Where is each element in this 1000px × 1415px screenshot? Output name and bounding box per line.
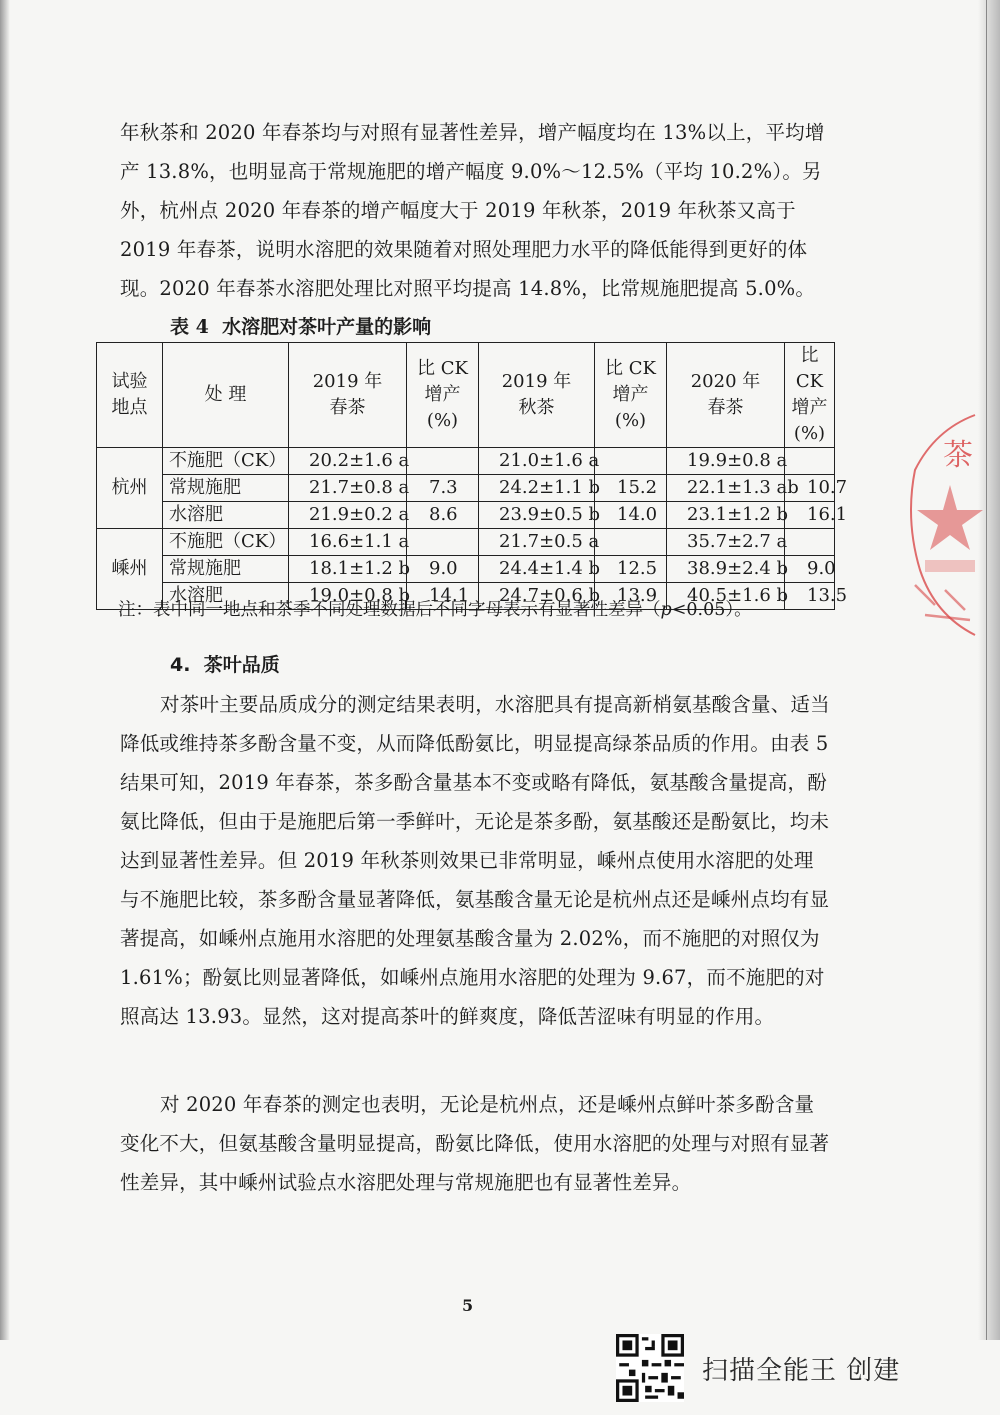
treatment-cell: 不施肥（CK） — [163, 448, 289, 475]
increase-cell: 13.9 — [595, 583, 667, 610]
increase-cell: 8.6 — [407, 502, 479, 529]
increase-cell: 13.5 — [785, 583, 835, 610]
table-caption-number: 表 4 — [170, 316, 209, 338]
value-cell: 16.6±1.1 a — [289, 529, 407, 556]
value-cell: 18.1±1.2 b — [289, 556, 407, 583]
table-note: 注：表中同一地点和茶季不同处理数据后不同字母表示有显著性差异（p<0.05）。 — [118, 600, 752, 620]
value-cell: 23.9±0.5 b — [479, 502, 595, 529]
header-spring-2020: 2020 年 春茶 — [667, 343, 785, 448]
increase-cell: 14.0 — [595, 502, 667, 529]
value-cell: 19.0±0.8 b — [289, 583, 407, 610]
section-number: 4. — [170, 654, 191, 676]
value-cell: 22.1±1.3 ab — [667, 475, 785, 502]
section-title: 茶叶品质 — [203, 654, 280, 676]
section-heading — [170, 650, 280, 677]
increase-cell — [595, 529, 667, 556]
scan-edge-left — [0, 0, 10, 1340]
increase-cell: 9.0 — [785, 556, 835, 583]
treatment-cell: 常规施肥 — [163, 475, 289, 502]
stamp-char: 茶 — [943, 438, 973, 473]
header-autumn-2019: 2019 年 秋茶 — [479, 343, 595, 448]
paragraph-yield-summary: 年秋茶和 2020 年春茶均与对照有显著性差异，增产幅度均在 13%以上，平均增产 13.8%，也明显高于常规施肥的增产幅度 9.0%～12.5%（平均 10.2%）。另外，杭州点 2020 年春茶的增产幅度大于 2019 年秋茶，2019 年秋茶又高于 2019 年春茶，说明水溶肥的效果随着对照处理肥力水平的降低能得到更好的体现。2020 年春茶水溶肥处理比对照平均提高 14.8%，比常规施肥提高 5.0%。 — [120, 121, 825, 300]
table-caption-text: 水溶肥对茶叶产量的影响 — [222, 316, 432, 338]
value-cell: 24.7±0.6 b — [479, 583, 595, 610]
table-row — [97, 529, 835, 556]
treatment-cell: 水溶肥 — [163, 502, 289, 529]
value-cell: 35.7±2.7 a — [667, 529, 785, 556]
increase-cell: 9.0 — [407, 556, 479, 583]
value-cell: 20.2±1.6 a — [289, 448, 407, 475]
yield-table — [96, 342, 848, 610]
page-number: 5 — [462, 1296, 474, 1315]
header-spring-2019: 2019 年 春茶 — [289, 343, 407, 448]
table-header-row — [97, 343, 835, 448]
value-cell: 23.1±1.2 b — [667, 502, 785, 529]
value-cell: 21.0±1.6 a — [479, 448, 595, 475]
increase-cell: 14.1 — [407, 583, 479, 610]
scanner-watermark — [616, 1338, 900, 1398]
increase-cell — [785, 448, 835, 475]
value-cell: 21.7±0.5 a — [479, 529, 595, 556]
table-row — [97, 475, 835, 502]
table-row — [97, 502, 835, 529]
treatment-cell: 不施肥（CK） — [163, 529, 289, 556]
value-cell: 21.7±0.8 a — [289, 475, 407, 502]
value-cell: 19.9±0.8 a — [667, 448, 785, 475]
header-treatment: 处 理 — [163, 343, 289, 448]
increase-cell: 12.5 — [595, 556, 667, 583]
treatment-cell: 水溶肥 — [163, 583, 289, 610]
value-cell: 24.4±1.4 b — [479, 556, 595, 583]
site-cell: 嵊州 — [97, 529, 163, 610]
increase-cell — [785, 529, 835, 556]
header-increase-3: 比 CK 增产 (%) — [785, 343, 835, 448]
value-cell: 21.9±0.2 a — [289, 502, 407, 529]
header-site: 试验 地点 — [97, 343, 163, 448]
treatment-cell: 常规施肥 — [163, 556, 289, 583]
increase-cell: 15.2 — [595, 475, 667, 502]
paragraph-quality: 对茶叶主要品质成分的测定结果表明，水溶肥具有提高新梢氨基酸含量、适当降低或维持茶多酚含量不变，从而降低酚氨比，明显提高绿茶品质的作用。由表 5 结果可知，2019 年春茶，茶多酚含量基本不变或略有降低，氨基酸含量提高，酚氨比降低，但由于是施肥后第一季鲜叶，无论是茶多酚，氨基酸还是酚氨比，均未达到显著性差异。但 2019 年秋茶则效果已非常明显，嵊州点使用水溶肥的处理与不施肥比较，茶多酚含量显著降低，氨基酸含量无论是杭州点还是嵊州点均有显著提高，如嵊州点施用水溶肥的处理氨基酸含量为 2.02%，而不施肥的对照仅为 1.61%；酚氨比则显著降低，如嵊州点施用水溶肥的处理为 9.67，而不施肥的对照高达 13.93。显然，这对提高茶叶的鲜爽度，降低苦涩味有明显的作用。 — [120, 693, 830, 1028]
value-cell: 24.2±1.1 b — [479, 475, 595, 502]
value-cell: 38.9±2.4 b — [667, 556, 785, 583]
increase-cell — [407, 529, 479, 556]
increase-cell: 16.1 — [785, 502, 835, 529]
header-increase-2: 比 CK 增产 (%) — [595, 343, 667, 448]
red-seal-stamp — [905, 410, 985, 640]
site-cell: 杭州 — [97, 448, 163, 529]
increase-cell — [407, 448, 479, 475]
scan-edge-right — [978, 0, 1000, 1340]
watermark-text: 扫描全能王 创建 — [702, 1355, 901, 1386]
paragraph-spring-2020: 对 2020 年春茶的测定也表明，无论是杭州点，还是嵊州点鲜叶茶多酚含量变化不大，但氨基酸含量明显提高，酚氨比降低，使用水溶肥的处理与对照有显著性差异，其中嵊州试验点水溶肥处理与常规施肥也有显著性差异。 — [120, 1093, 830, 1194]
increase-cell — [595, 448, 667, 475]
qr-code-icon — [616, 1334, 684, 1402]
value-cell: 40.5±1.6 b — [667, 583, 785, 610]
table-row — [97, 556, 835, 583]
header-increase-1: 比 CK 增产 (%) — [407, 343, 479, 448]
increase-cell: 10.7 — [785, 475, 835, 502]
table-row — [97, 448, 835, 475]
increase-cell: 7.3 — [407, 475, 479, 502]
table-caption — [170, 312, 431, 339]
